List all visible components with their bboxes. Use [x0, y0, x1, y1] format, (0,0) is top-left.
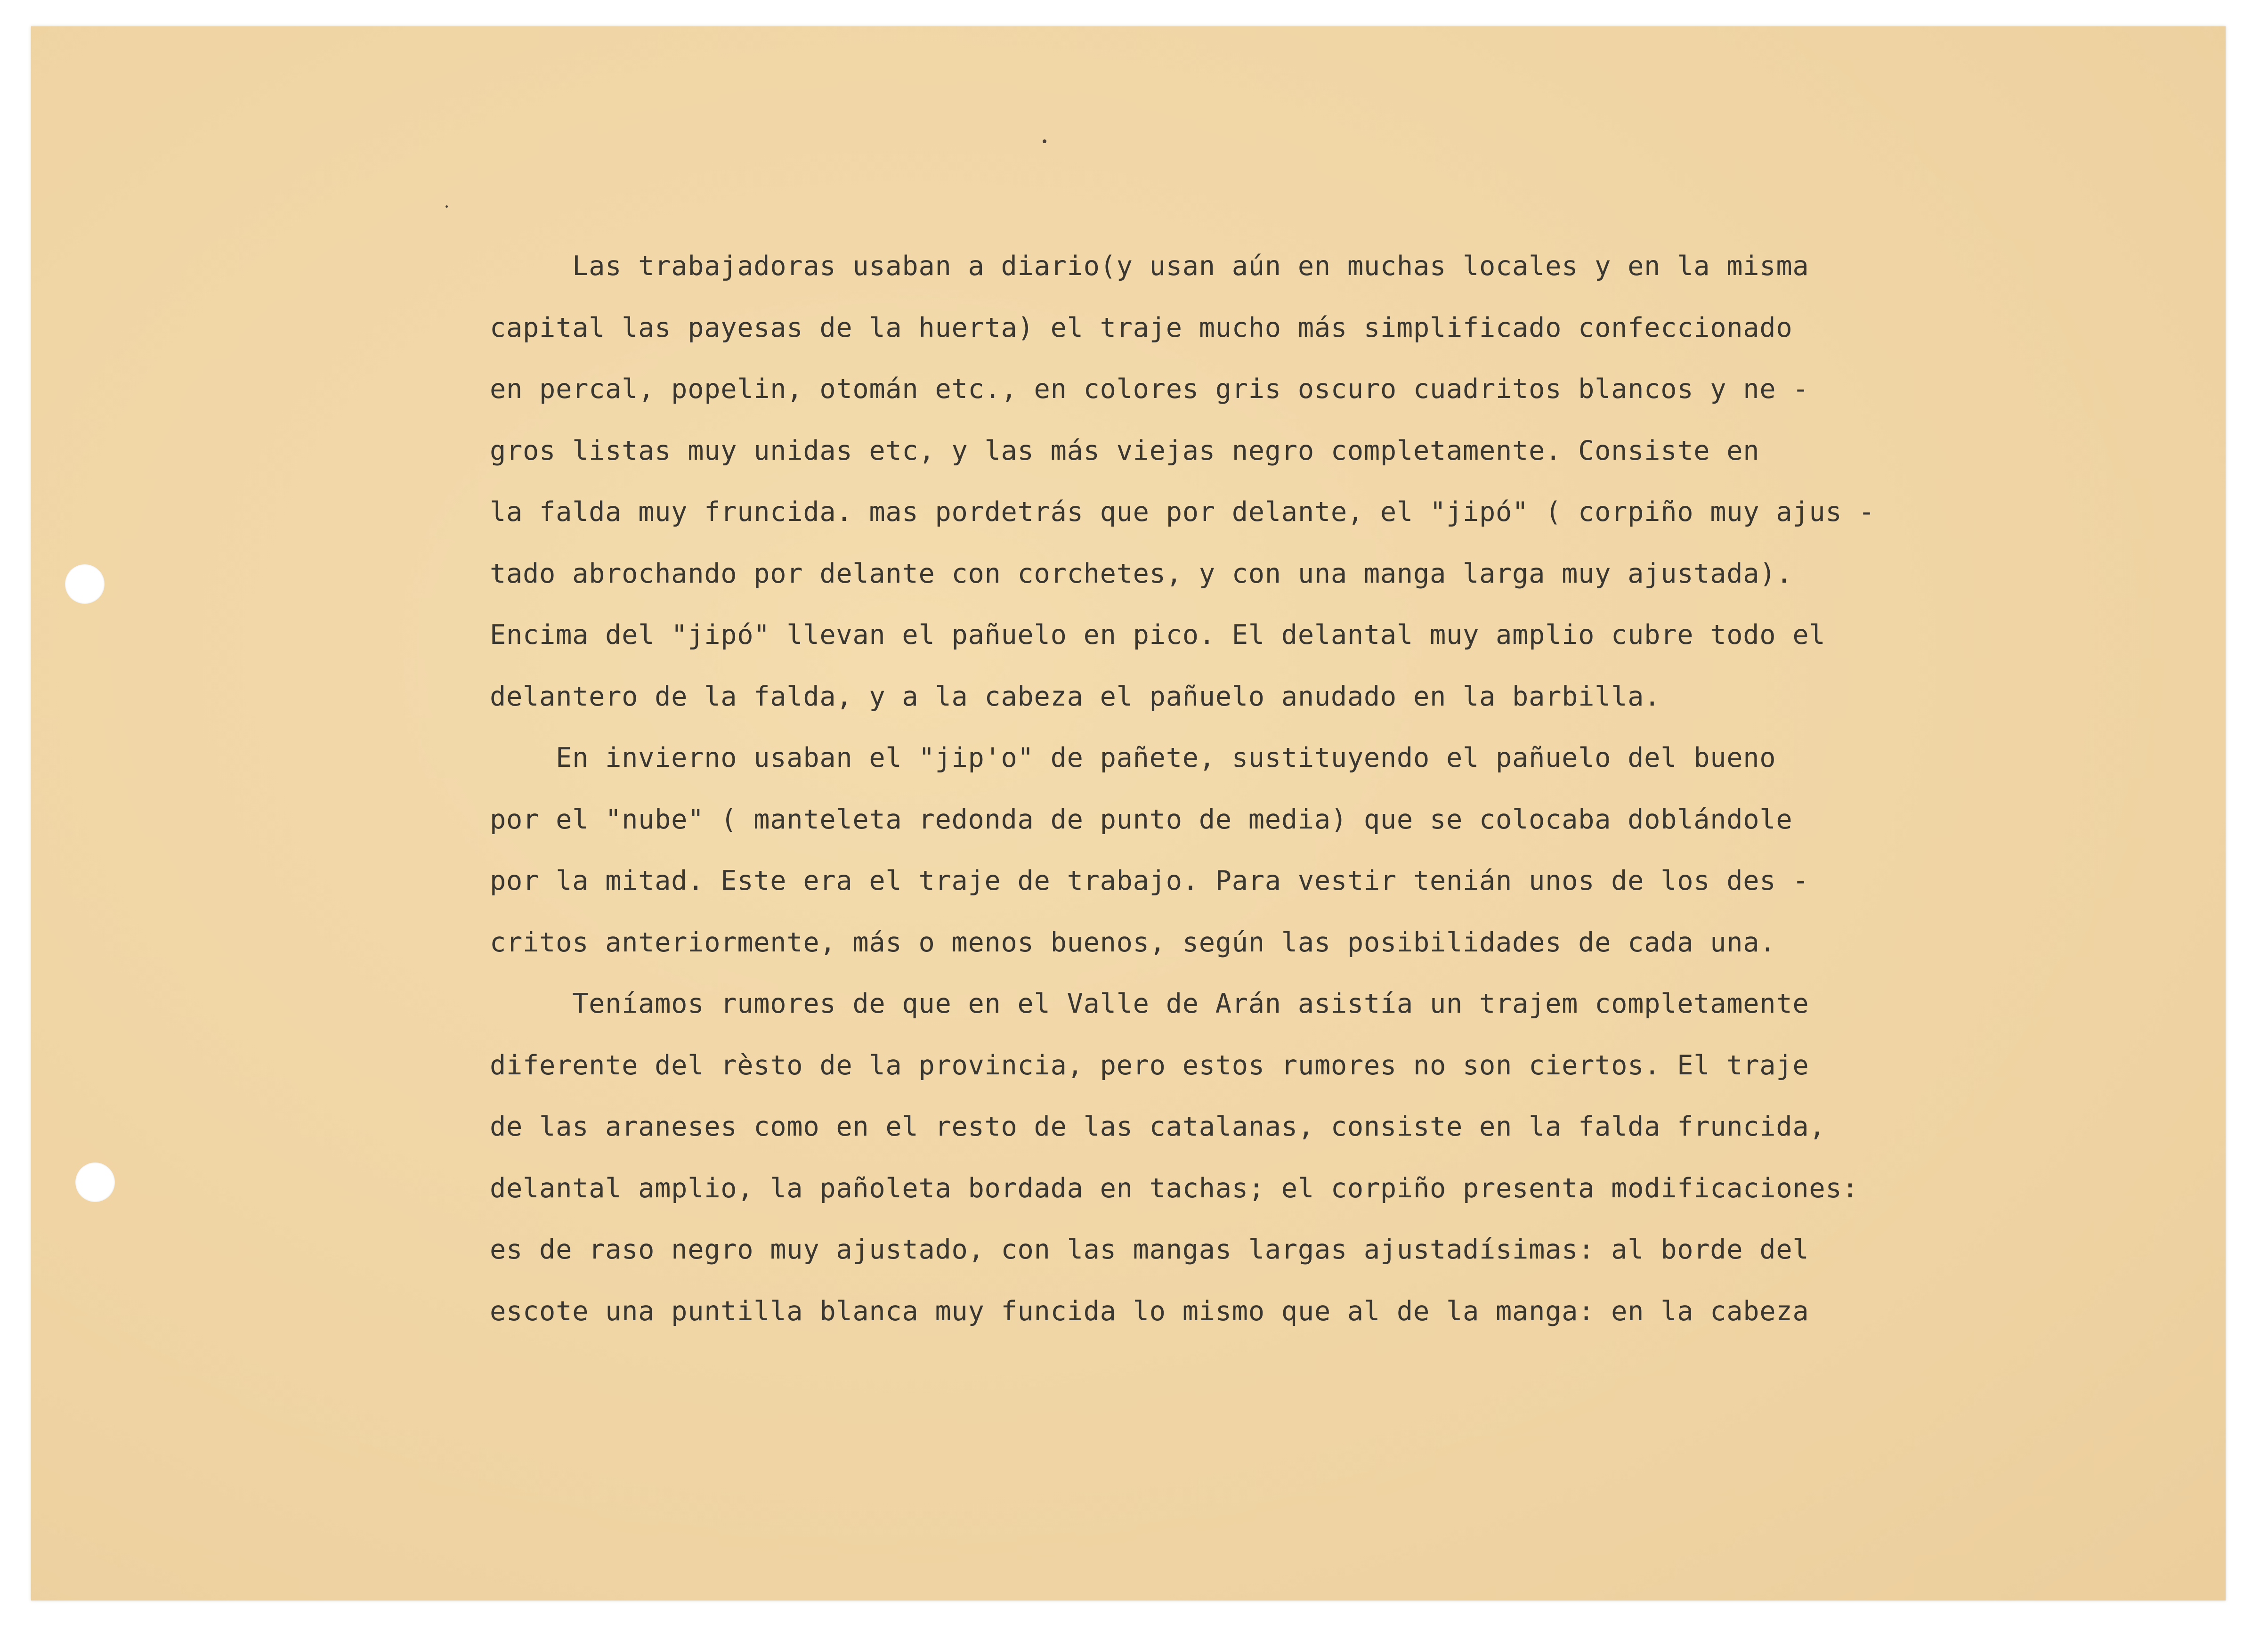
paper-sheet — [31, 26, 2226, 1601]
text-line: es de raso negro muy ajustado, con las mangas largas ajustadísimas: al borde del — [490, 1234, 1809, 1265]
ink-speck — [446, 205, 448, 208]
typed-text-body — [490, 236, 2166, 1342]
paragraph — [490, 973, 2166, 1342]
text-line: diferente del rèsto de la provincia, pero estos rumores no son ciertos. El traje — [490, 1049, 1809, 1081]
text-line: de las araneses como en el resto de las catalanas, consiste en la falda fruncida, — [490, 1111, 1826, 1142]
text-line: delantal amplio, la pañoleta bordada en tachas; el corpiño presenta modificaciones: — [490, 1172, 1859, 1204]
text-line: Teníamos rumores de que en el Valle de Arán asistía un trajem completamente — [490, 988, 1809, 1019]
text-line: Las trabajadoras usaban a diario(y usan aún en muchas locales y en la misma — [490, 251, 1809, 282]
paragraph — [490, 236, 2166, 727]
text-line: capital las payesas de la huerta) el traje mucho más simplificado confeccionado — [490, 312, 1793, 343]
text-line: escote una puntilla blanca muy funcida lo mismo que al de la manga: en la cabeza — [490, 1295, 1809, 1327]
ink-speck — [1043, 139, 1046, 143]
text-line: la falda muy fruncida. mas pordetrás que por delante, el "jipó" ( corpiño muy ajus - — [490, 496, 1875, 528]
text-line: critos anteriormente, más o menos buenos, según las posibilidades de cada una. — [490, 926, 1776, 958]
text-line: Encima del "jipó" llevan el pañuelo en pico. El delantal muy amplio cubre todo el — [490, 619, 1826, 650]
punch-hole — [65, 564, 105, 604]
text-line: gros listas muy unidas etc, y las más viejas negro completamente. Consiste en — [490, 435, 1760, 466]
text-line: por la mitad. Este era el traje de trabajo. Para vestir tenián unos de los des - — [490, 865, 1809, 896]
paragraph — [490, 727, 2166, 973]
text-line: por el "nube" ( manteleta redonda de punto de media) que se colocaba doblándole — [490, 804, 1793, 835]
text-line: En invierno usaban el "jip'o" de pañete, sustituyendo el pañuelo del bueno — [490, 742, 1776, 773]
text-line: tado abrochando por delante con corchetes, y con una manga larga muy ajustada). — [490, 558, 1793, 589]
punch-hole — [75, 1162, 115, 1202]
text-line: en percal, popelin, otomán etc., en colores gris oscuro cuadritos blancos y ne - — [490, 374, 1809, 405]
text-line: delantero de la falda, y a la cabeza el pañuelo anudado en la barbilla. — [490, 681, 1661, 712]
